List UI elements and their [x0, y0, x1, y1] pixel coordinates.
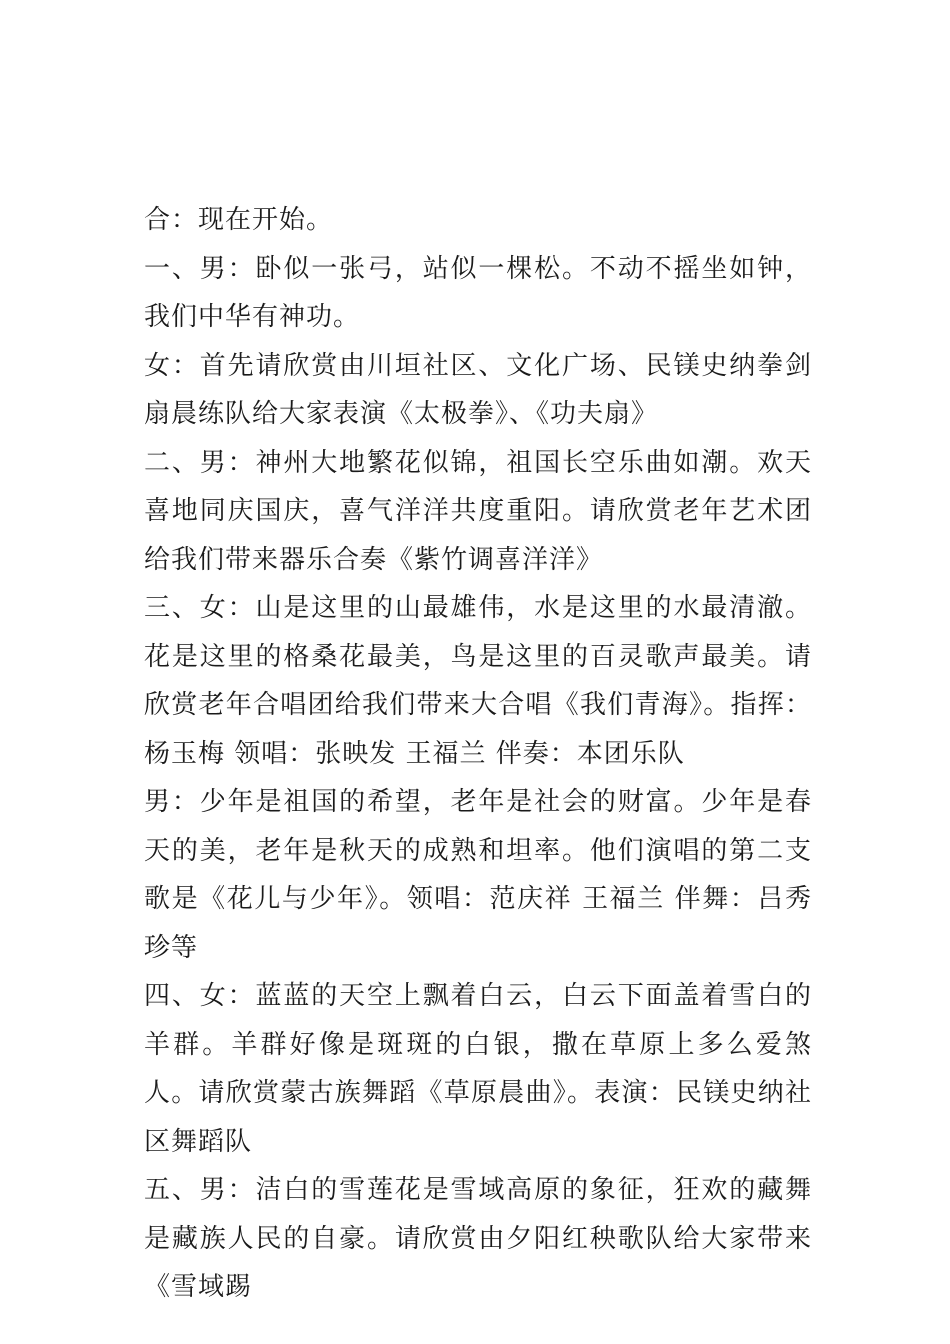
paragraph-program-3-second-song: 男：少年是祖国的希望，老年是社会的财富。少年是春天的美，老年是秋天的成熟和坦率。他们演唱的第二支歌是《花儿与少年》。领唱：范庆祥 王福兰 伴舞：吕秀珍等	[144, 787, 812, 963]
paragraph-program-1-intro: 女：首先请欣赏由川垣社区、文化广场、民镁史纳拳剑扇晨练队给大家表演《太极拳》、《功夫扇》	[144, 350, 812, 429]
paragraph-program-4: 四、女：蓝蓝的天空上飘着白云，白云下面盖着雪白的羊群。羊群好像是斑斑的白银，撒在草原上多么爱煞人。请欣赏蒙古族舞蹈《草原晨曲》。表演：民镁史纳社区舞蹈队	[144, 981, 812, 1157]
paragraph-program-5: 五、男：洁白的雪莲花是雪域高原的象征，狂欢的藏舞是藏族人民的自豪。请欣赏由夕阳红秧歌队给大家带来《雪域踢	[144, 1175, 812, 1302]
document-body	[144, 196, 812, 1312]
paragraph-program-1: 一、男：卧似一张弓，站似一棵松。不动不摇坐如钟，我们中华有神功。	[144, 253, 812, 332]
paragraph-program-3: 三、女：山是这里的山最雄伟，水是这里的水最清澈。花是这里的格桑花最美，鸟是这里的百灵歌声最美。请欣赏老年合唱团给我们带来大合唱《我们青海》。指挥：杨玉梅 领唱：张映发 王福兰 伴奏：本团乐队	[144, 593, 812, 769]
paragraph-program-2: 二、男：神州大地繁花似锦，祖国长空乐曲如潮。欢天喜地同庆国庆，喜气洋洋共度重阳。请欣赏老年艺术团给我们带来器乐合奏《紫竹调喜洋洋》	[144, 447, 812, 575]
paragraph-opening: 合：现在开始。	[144, 205, 334, 235]
